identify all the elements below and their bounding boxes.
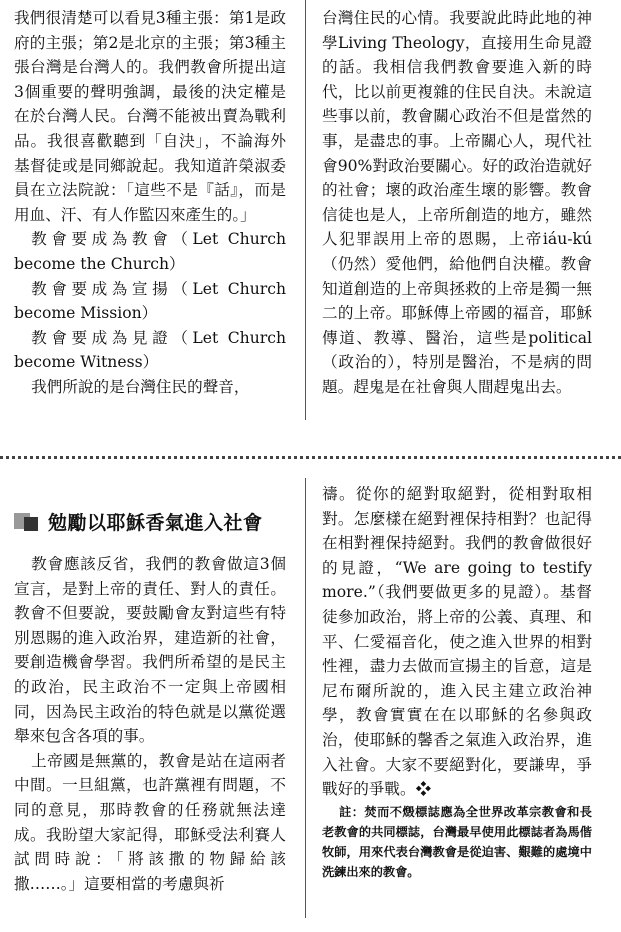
- column-bottom-right: [322, 482, 592, 882]
- paragraph: 上帝國是無黨的，教會是站在這兩者中間。一旦組黨，也許黨裡有問題，不同的意見，那時教會的任務就無法達成。我盼望大家記得，耶穌受法利賽人試問時說：「將該撒的物歸給該撒……。」這要相當的考慮與祈: [14, 751, 286, 893]
- paragraph-let-church-be-church: 教會要成為教會（Let Church become the Church）: [14, 230, 286, 273]
- paragraph-let-church-be-mission: 教會要成為宣揚（Let Church become Mission）: [14, 279, 286, 323]
- column-top-right: [322, 6, 592, 400]
- paragraph: 我們很清楚可以看見3種主張：第1是政府的主張；第2是北京的主張；第3種主張台灣是台灣人的。我們教會所提出這3個重要的聲明強調，最後的決定權是在於台灣人民。台灣不能被出賣為戰利品。我很喜歡聽到「自決」，不論海外基督徒或是同鄉說起。我知道許榮淑委員在立法院說：「這些不是『話』，而是用血、汗、有人作監囚來產生的。」: [14, 9, 286, 224]
- column-top-left: [14, 6, 286, 400]
- paragraph: 教會應該反省，我們的教會做這3個宣言，是對上帝的責任、對人的責任。教會不但要說，要鼓勵會友對這些有特別恩賜的進入政治界，建造新的社會，要創造機會學習。我們所希望的是民主的政治，民主政治不一定與上帝國相同，因為民主政治的特色就是以黨從選舉來包含各項的事。: [14, 555, 286, 746]
- paragraph: 我們所說的是台灣住民的聲音，: [31, 377, 250, 396]
- section-heading: [14, 506, 294, 536]
- column-divider-top: [305, 0, 306, 420]
- paragraph: 台灣住民的心情。我要說此時此地的神學Living Theology，直接用生命見證的話。我相信我們教會要進入新的時代，比以前更複雜的住民自決。未說這些事以前，教會關心政治不但是當然的事，是盡忠的事。上帝關心人，現代社會90%對政治要關心。好的政治造就好的社會；壞的政治產生壞的影響。教會信徒也是人，上帝所創造的地方，雖然人犯罪誤用上帝的恩賜，上帝iáu-kú（仍然）愛他們，給他們自決權。教會知道創造的上帝與拯救的上帝是獨一無二的上帝。耶穌傳上帝國的福音，耶穌傳道、教導、醫治，這些是political（政治的），特別是醫治，不是病的問題。趕鬼是在社會與人間趕鬼出去。: [322, 9, 592, 396]
- dotted-section-divider: [0, 456, 621, 459]
- footnote: 註：焚而不燬標誌應為全世界改革宗教會和長老教會的共同標誌，台灣最早使用此標誌者為馬偕牧師，用來代表台灣教會是從迫害、艱難的處境中洗鍊出來的教會。: [322, 804, 592, 879]
- column-bottom-left: [14, 552, 286, 896]
- paragraph-let-church-be-witness: 教會要成為見證（Let Church become Witness）: [14, 328, 286, 372]
- square-bullet-icon: [14, 509, 42, 533]
- column-divider-bottom: [305, 478, 306, 918]
- section-title: 勉勵以耶穌香氣進入社會: [48, 511, 263, 534]
- paragraph: 禱。從你的絕對取絕對，從相對取相對。怎麼樣在絕對裡保持相對？也記得在相對裡保持絕對。我們的教會做很好的見證，“We are going to testify more.”（我們要做更多的見證）。基督徒參加政治，將上帝的公義、真理、和平、仁愛福音化，使之進入世界的相對性裡，盡力去做而宣揚主的旨意，這是尼布爾所說的，進入民主建立政治神學，教會實實在在以耶穌的名參與政治，使耶穌的馨香之氣進入政治界，進入社會。大家不要絕對化，要謙卑，爭戰好的爭戰。❖: [322, 485, 592, 799]
